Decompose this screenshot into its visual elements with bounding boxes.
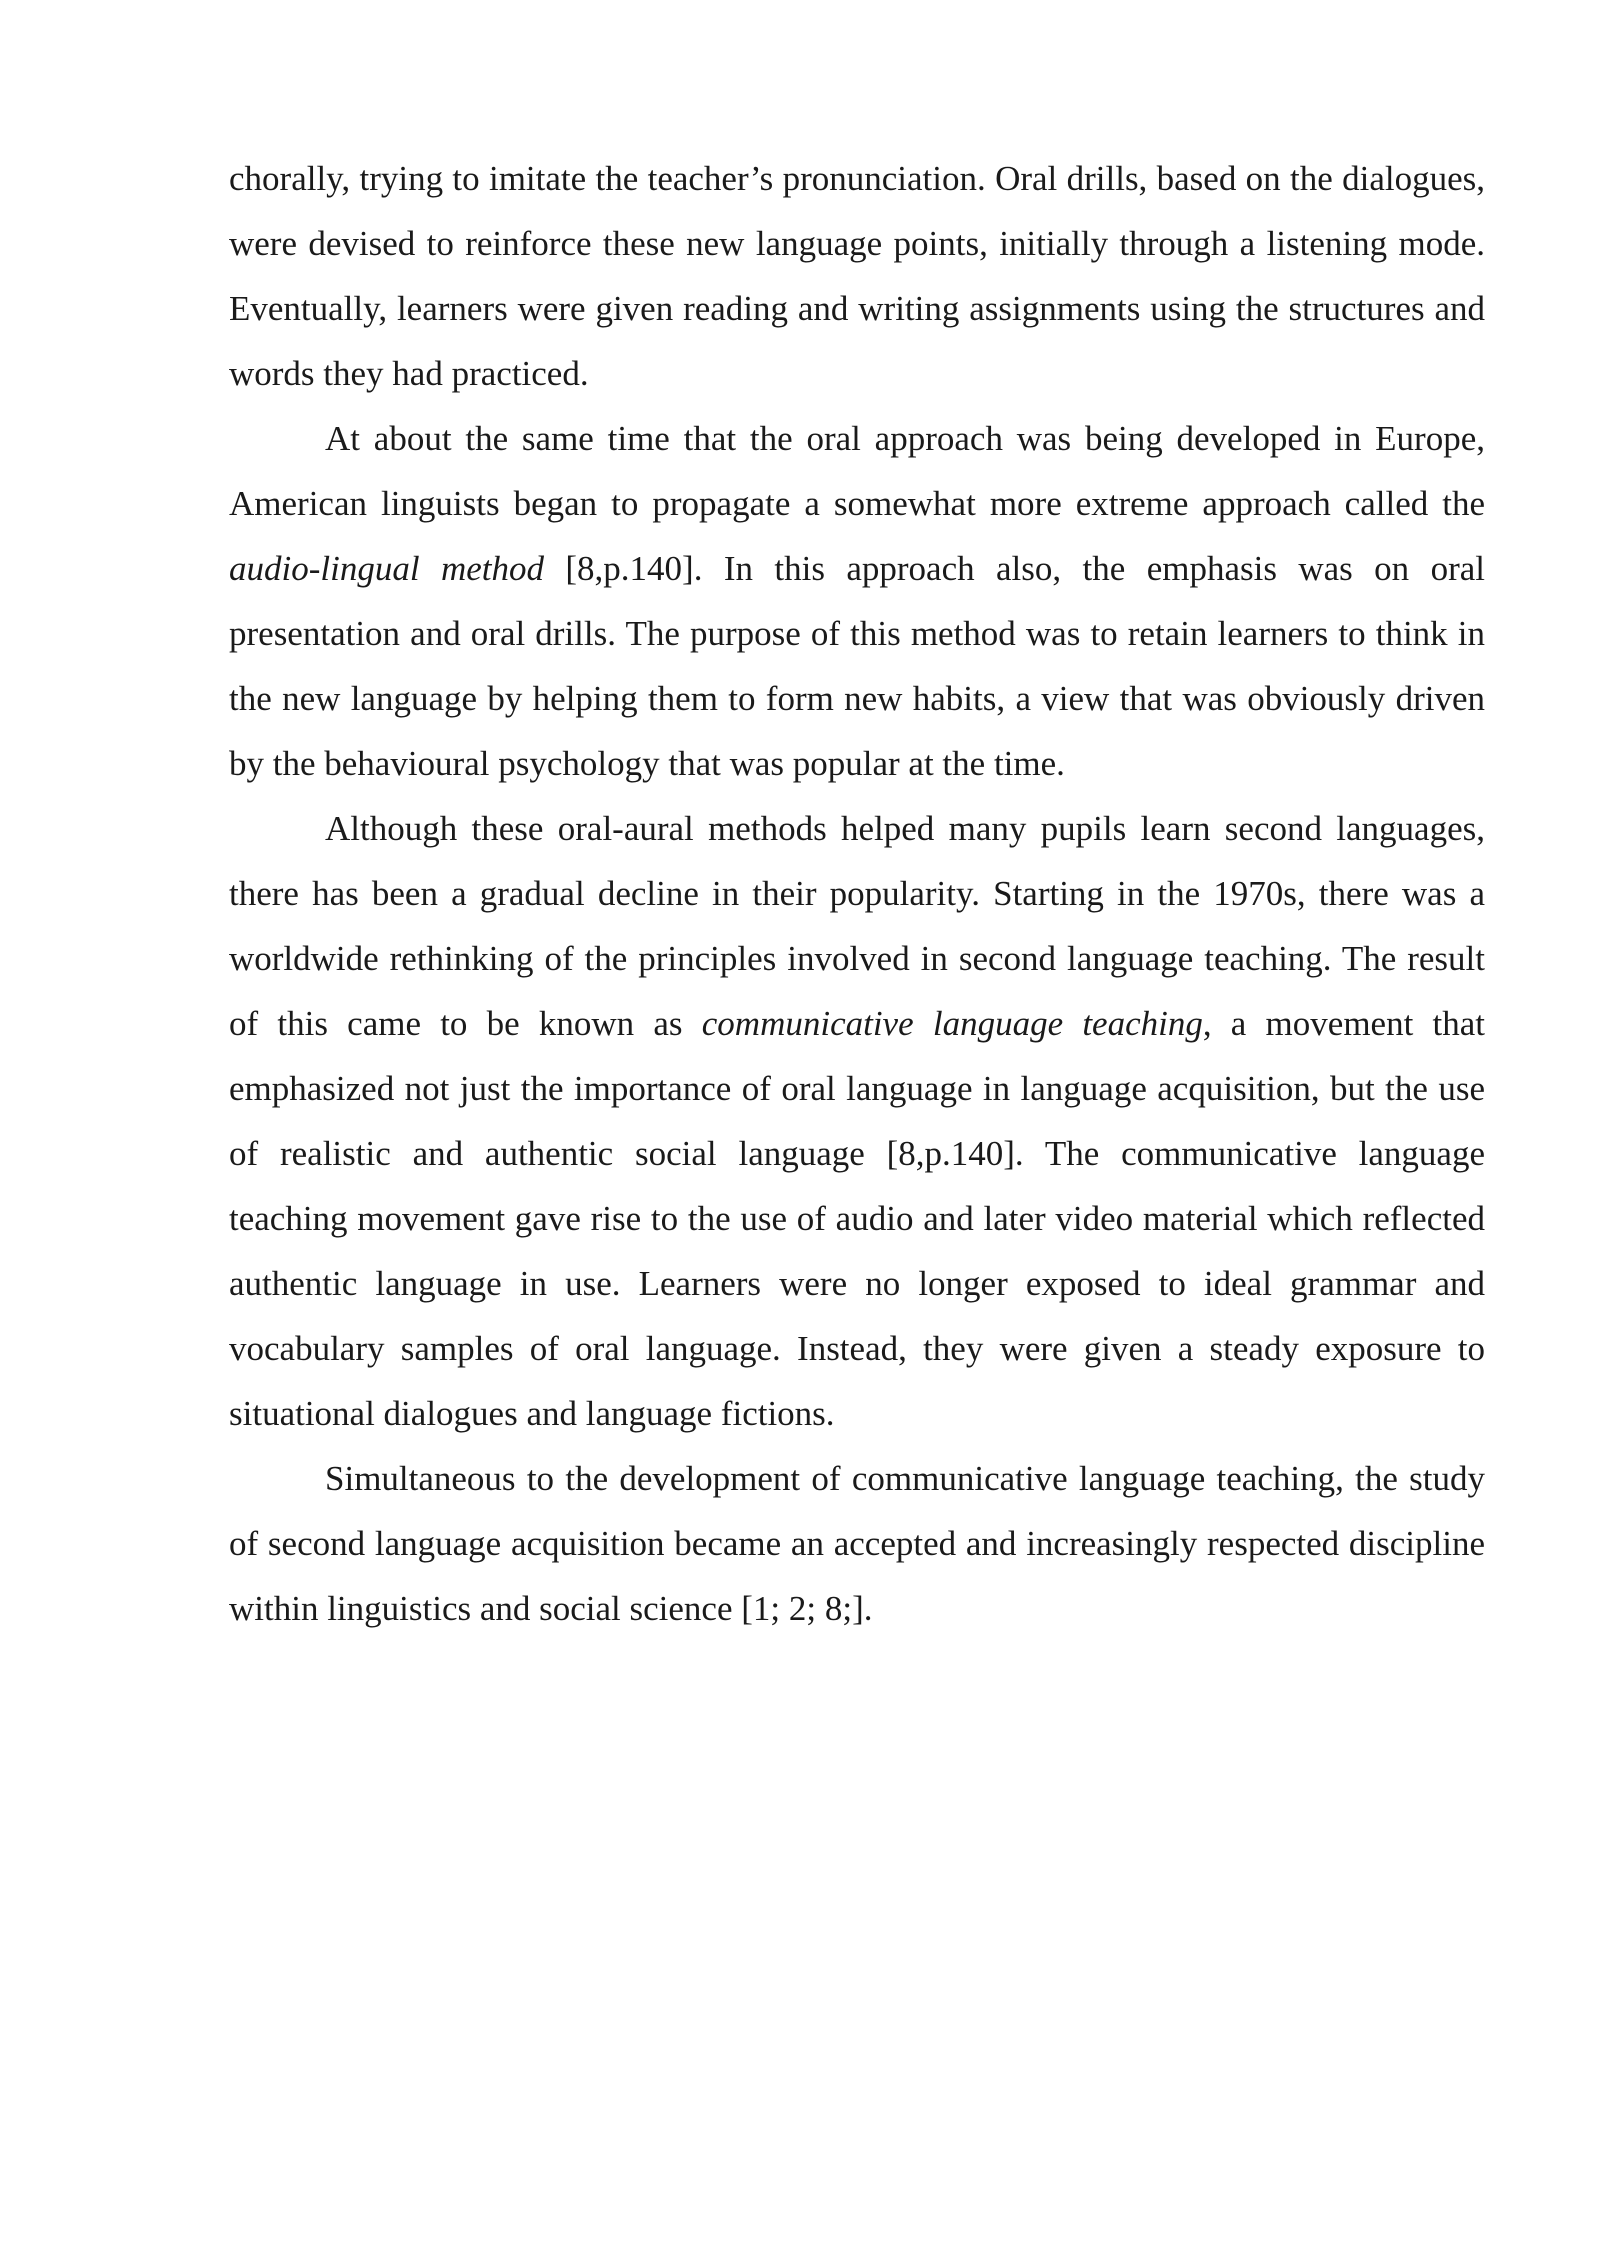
paragraph-1 — [229, 146, 1485, 406]
paragraph-3 — [229, 796, 1485, 1446]
term-audio-lingual-method: audio-lingual method — [229, 549, 544, 588]
term-communicative-language-teaching: communicative language teaching — [701, 1004, 1203, 1043]
paragraph-2-text-end: [8,p.140]. In this approach also, the emphasis was on oral presentation and oral drills. The purpose of this method was to retain learners to think in the new language by helping them to form new habits, a view that was obviously driven by the behavioural psychology that was popular at the time. — [229, 549, 1485, 783]
paragraph-3-text-end: , a movement that emphasized not just the importance of oral language in language acquisition, but the use of realistic and authentic social language [8,p.140]. The communicative language teaching movement gave rise to the use of audio and later video material which reflected authentic language in use. Learners were no longer exposed to ideal grammar and vocabulary samples of oral language. Instead, they were given a steady exposure to situational dialogues and language fictions. — [229, 1004, 1486, 1433]
paragraph-4-text: Simultaneous to the development of communicative language teaching, the study of second language acquisition became an accepted and increasingly respected discipline within linguistics and social science [1; 2; 8;]. — [229, 1459, 1485, 1628]
paragraph-2 — [229, 406, 1485, 796]
paragraph-3-text-start: Although these oral-aural methods helped many pupils learn second languages, there has been a gradual decline in their popularity. Starting in the 1970s, there was a worldwide rethinking of the principles involved in second language teaching. The result of this came to be known as — [229, 809, 1485, 1043]
paragraph-1-text: chorally, trying to imitate the teacher’s pronunciation. Oral drills, based on the dialogues, were devised to reinforce these new language points, initially through a listening mode. Eventually, learners were given reading and writing assignments using the structures and words they had practiced. — [229, 159, 1485, 393]
paragraph-2-text-start: At about the same time that the oral approach was being developed in Europe, American linguists began to propagate a somewhat more extreme approach called the — [229, 419, 1485, 523]
paragraph-4 — [229, 1446, 1485, 1641]
body-text — [229, 146, 1485, 1641]
